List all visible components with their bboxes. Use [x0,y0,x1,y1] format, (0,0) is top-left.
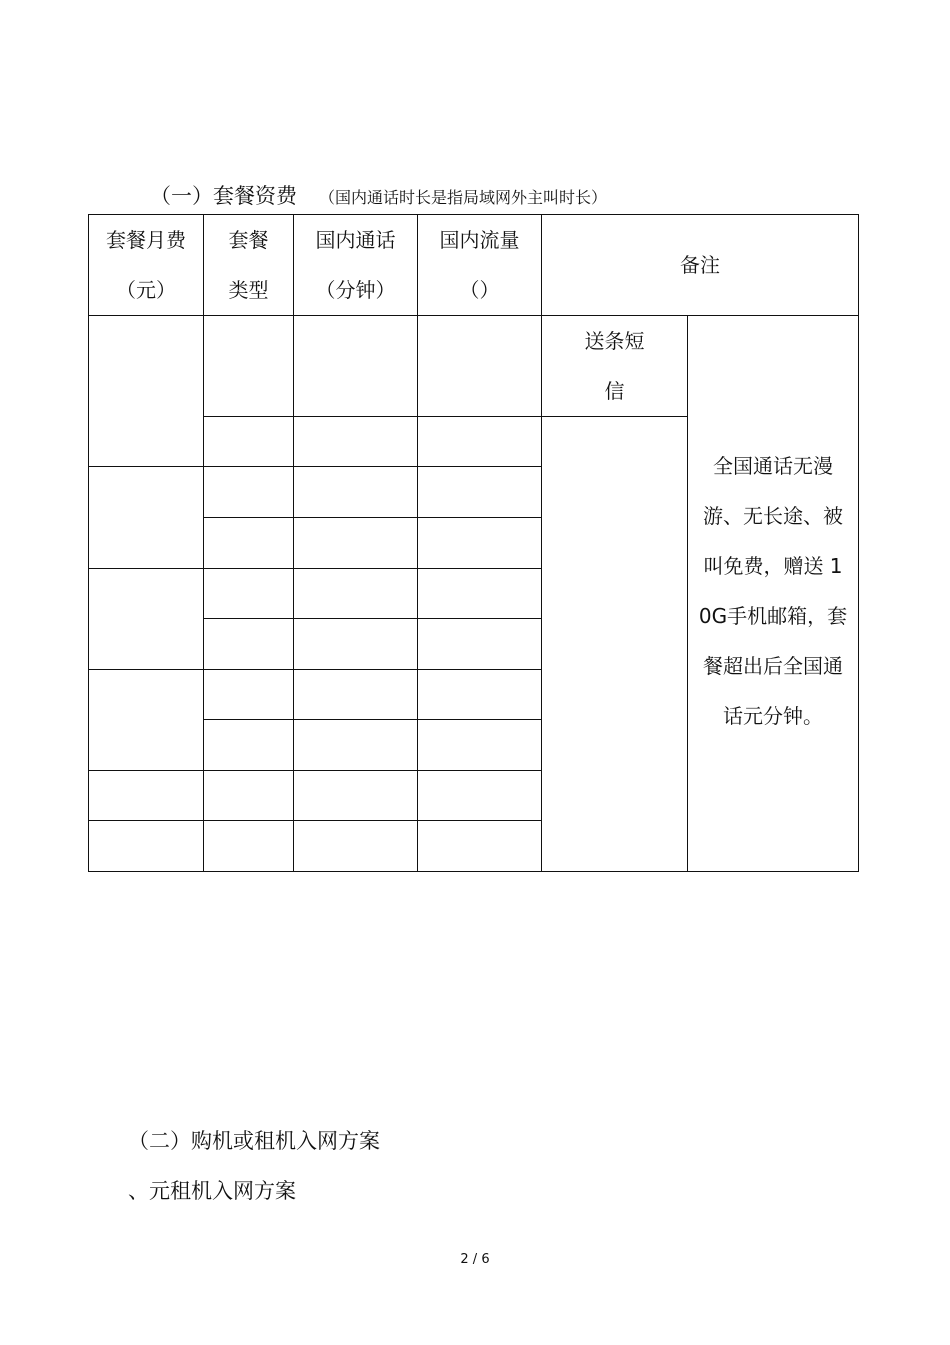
section-title-text: （一）套餐资费 [150,184,297,208]
gift-sms-cell: 送条短信 [542,316,688,417]
calls-cell [294,821,418,872]
section-note: （国内通话时长是指局域网外主叫时长） [319,188,608,207]
calls-cell [294,771,418,821]
fee-cell [89,771,204,821]
data-cell [418,821,542,872]
data-cell [418,417,542,467]
fee-cell [89,670,204,771]
type-cell [204,821,294,872]
calls-cell [294,518,418,569]
remark-cell: 全国通话无漫游、无长途、被叫免费，赠送 10G手机邮箱，套餐超出后全国通话元分钟。 [688,316,859,872]
fee-cell [89,316,204,467]
data-cell [418,670,542,720]
gift-blank-cell [542,417,688,872]
type-cell [204,316,294,417]
fee-cell [89,467,204,569]
package-fee-table [88,214,859,872]
type-cell [204,417,294,467]
data-cell [418,316,542,417]
data-cell [418,569,542,619]
page-number: 2 / 6 [460,1252,490,1267]
data-cell [418,467,542,518]
type-cell [204,467,294,518]
section-title-lease-plan: 、元租机入网方案 [128,1179,296,1203]
header-domestic-data: 国内流量（） [418,215,542,316]
fee-cell [89,569,204,670]
calls-cell [294,670,418,720]
table-header-row [89,215,859,316]
calls-cell [294,316,418,417]
calls-cell [294,467,418,518]
calls-cell [294,417,418,467]
fee-cell [89,821,204,872]
type-cell [204,720,294,771]
type-cell [204,569,294,619]
table-row [89,316,859,417]
header-monthly-fee: 套餐月费（元） [89,215,204,316]
header-domestic-calls: 国内通话（分钟） [294,215,418,316]
calls-cell [294,569,418,619]
data-cell [418,518,542,569]
data-cell [418,720,542,771]
data-cell [418,771,542,821]
data-cell [418,619,542,670]
type-cell [204,670,294,720]
section-title-purchase-or-lease: （二）购机或租机入网方案 [128,1129,380,1153]
type-cell [204,518,294,569]
type-cell [204,619,294,670]
header-plan-type: 套餐类型 [204,215,294,316]
calls-cell [294,619,418,670]
calls-cell [294,720,418,771]
section-title-package-fees [150,180,607,210]
type-cell [204,771,294,821]
header-remarks: 备注 [542,215,859,316]
